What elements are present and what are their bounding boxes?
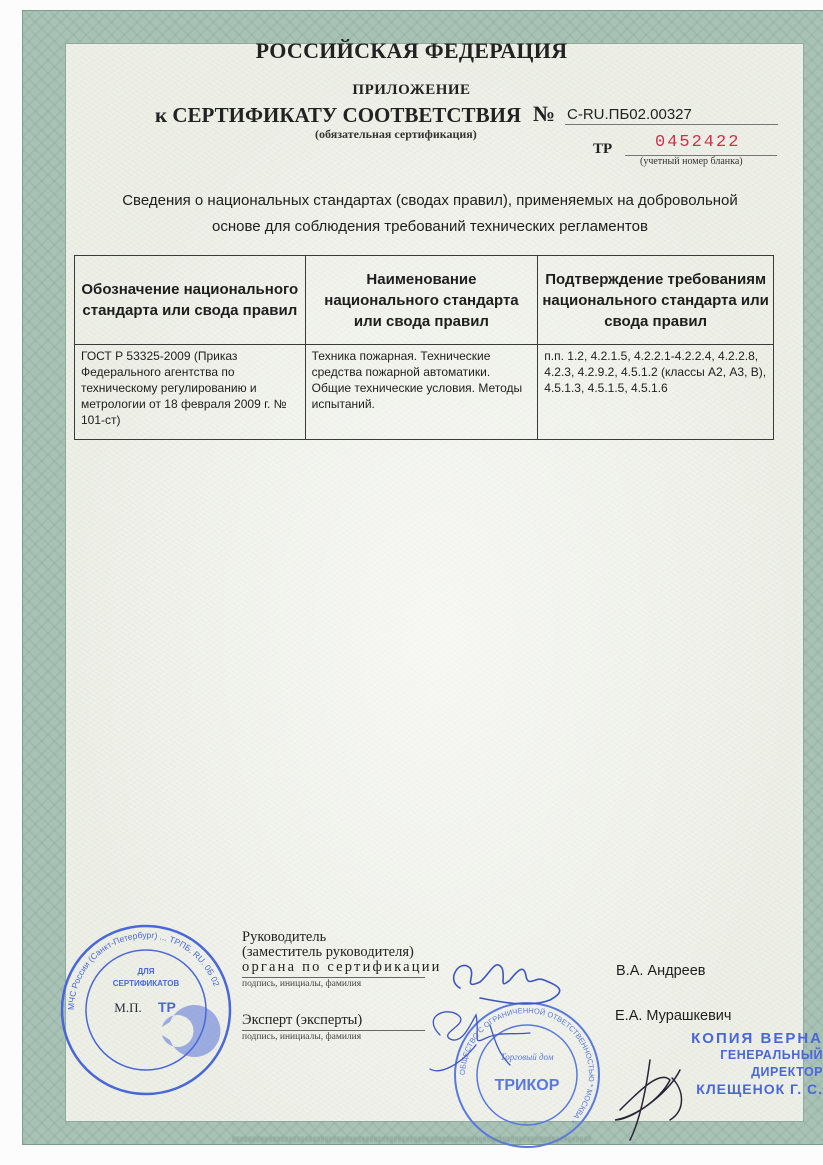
country-title: РОССИЙСКАЯ ФЕДЕРАЦИЯ (255, 38, 568, 63)
column-header-name: Наименование национального стандарта или свода правил (305, 256, 538, 345)
seal-left-center-mid: СЕРТИФИКАТОВ (112, 979, 180, 988)
form-number-caption: (учетный номер бланка) (640, 156, 743, 167)
head-label-line1: Руководитель (242, 929, 327, 945)
section-heading-line1: Сведения о национальных стандартах (сводах правил), применяемых на добровольной (122, 192, 738, 209)
form-series: ТР (593, 141, 613, 157)
cell-confirmation: п.п. 1.2, 4.2.1.5, 4.2.2.1-4.2.2.4, 4.2.2.8, 4.2.3, 4.2.9.2, 4.5.1.2 (классы А2, А3, В), 4.5.1.3, 4.5.1.5, 4.5.1.6 (538, 345, 774, 440)
certification-type: (обязательная сертификация) (315, 127, 477, 141)
form-number: 0452422 (655, 133, 741, 152)
head-signature-line (242, 977, 425, 978)
copy-stamp-line2: ГЕНЕРАЛЬНЫЙ ДИРЕКТОР (720, 1048, 823, 1079)
seal-right-ring-text: ОБЩЕСТВО С ОГРАНИЧЕННОЙ ОТВЕТСТВЕННОСТЬЮ * МОСКВА * (457, 1005, 597, 1126)
expert-signature-line (242, 1030, 425, 1031)
number-sign: № (533, 101, 556, 126)
standards-table (74, 255, 774, 440)
expert-signature-label: Эксперт (эксперты) (242, 1012, 363, 1028)
column-header-designation: Обозначение национального стандарта или свода правил (75, 256, 306, 345)
table-header-row (75, 256, 774, 345)
copy-stamp-line3: КЛЕЩЕНОК Г. С. (696, 1081, 823, 1097)
section-heading (80, 188, 780, 240)
expert-signature-caption: подпись, инициалы, фамилия (242, 1032, 362, 1042)
expert-signature (410, 995, 590, 1105)
annex-title: ПРИЛОЖЕНИЕ (352, 82, 471, 98)
head-signature-label (242, 930, 442, 975)
copy-stamp-line1: КОПИЯ ВЕРНА (691, 1030, 823, 1047)
cell-name: Техника пожарная. Технические средства пожарной автоматики. Общие технические условия. Методы испытаний. (305, 345, 538, 440)
certificate-number-underline (565, 124, 778, 125)
copy-true-stamp (662, 1030, 823, 1098)
head-name: В.А. Андреев (616, 963, 706, 979)
head-signature-caption: подпись, инициалы, фамилия (242, 979, 362, 989)
seal-right-logo: ТРИКОР (494, 1077, 560, 1094)
head-label-line2: (заместитель руководителя) (242, 944, 414, 960)
seal-left-logo: ТР (158, 999, 176, 1015)
certificate-title: к СЕРТИФИКАТУ СООТВЕТСТВИЯ (155, 103, 522, 127)
bottom-microtext-band: ▒▒▒▒▒▒▒▒▒▒▒▒▒▒▒▒▒▒▒▒▒▒▒▒▒▒▒▒▒▒▒▒▒▒▒▒▒▒▒▒▒▒▒▒▒▒▒▒▒▒▒▒▒▒▒▒▒▒▒▒▒▒▒▒▒▒▒▒▒▒▒▒▒▒▒▒▒▒▒▒▒▒▒▒▒▒▒▒▒ (232, 1137, 592, 1143)
expert-name: Е.А. Мурашкевич (615, 1008, 732, 1024)
seal-left-ring-text: МЧС России (Санкт-Петербург) ... ТРПБ. RU. 0Б 02 (65, 929, 222, 1011)
table-row (75, 345, 774, 440)
seal-left-mp: М.П. (114, 1000, 142, 1015)
column-header-confirmation: Подтверждение требованиям национального стандарта или свода правил (538, 256, 774, 345)
head-label-line3: органа по сертификации (242, 959, 442, 975)
certificate-number: С-RU.ПБ02.00327 (567, 106, 692, 123)
seal-left (58, 922, 234, 1098)
seal-left-center-top: ДЛЯ (137, 967, 155, 976)
seal-right-center-top: Торговый дом (500, 1052, 554, 1062)
section-heading-line2: основе для соблюдения требований технических регламентов (212, 218, 648, 235)
cell-designation: ГОСТ Р 53325-2009 (Приказ Федерального агентства по техническому регулированию и метрологии от 18 февраля 2009 г. № 101-ст) (75, 345, 306, 440)
